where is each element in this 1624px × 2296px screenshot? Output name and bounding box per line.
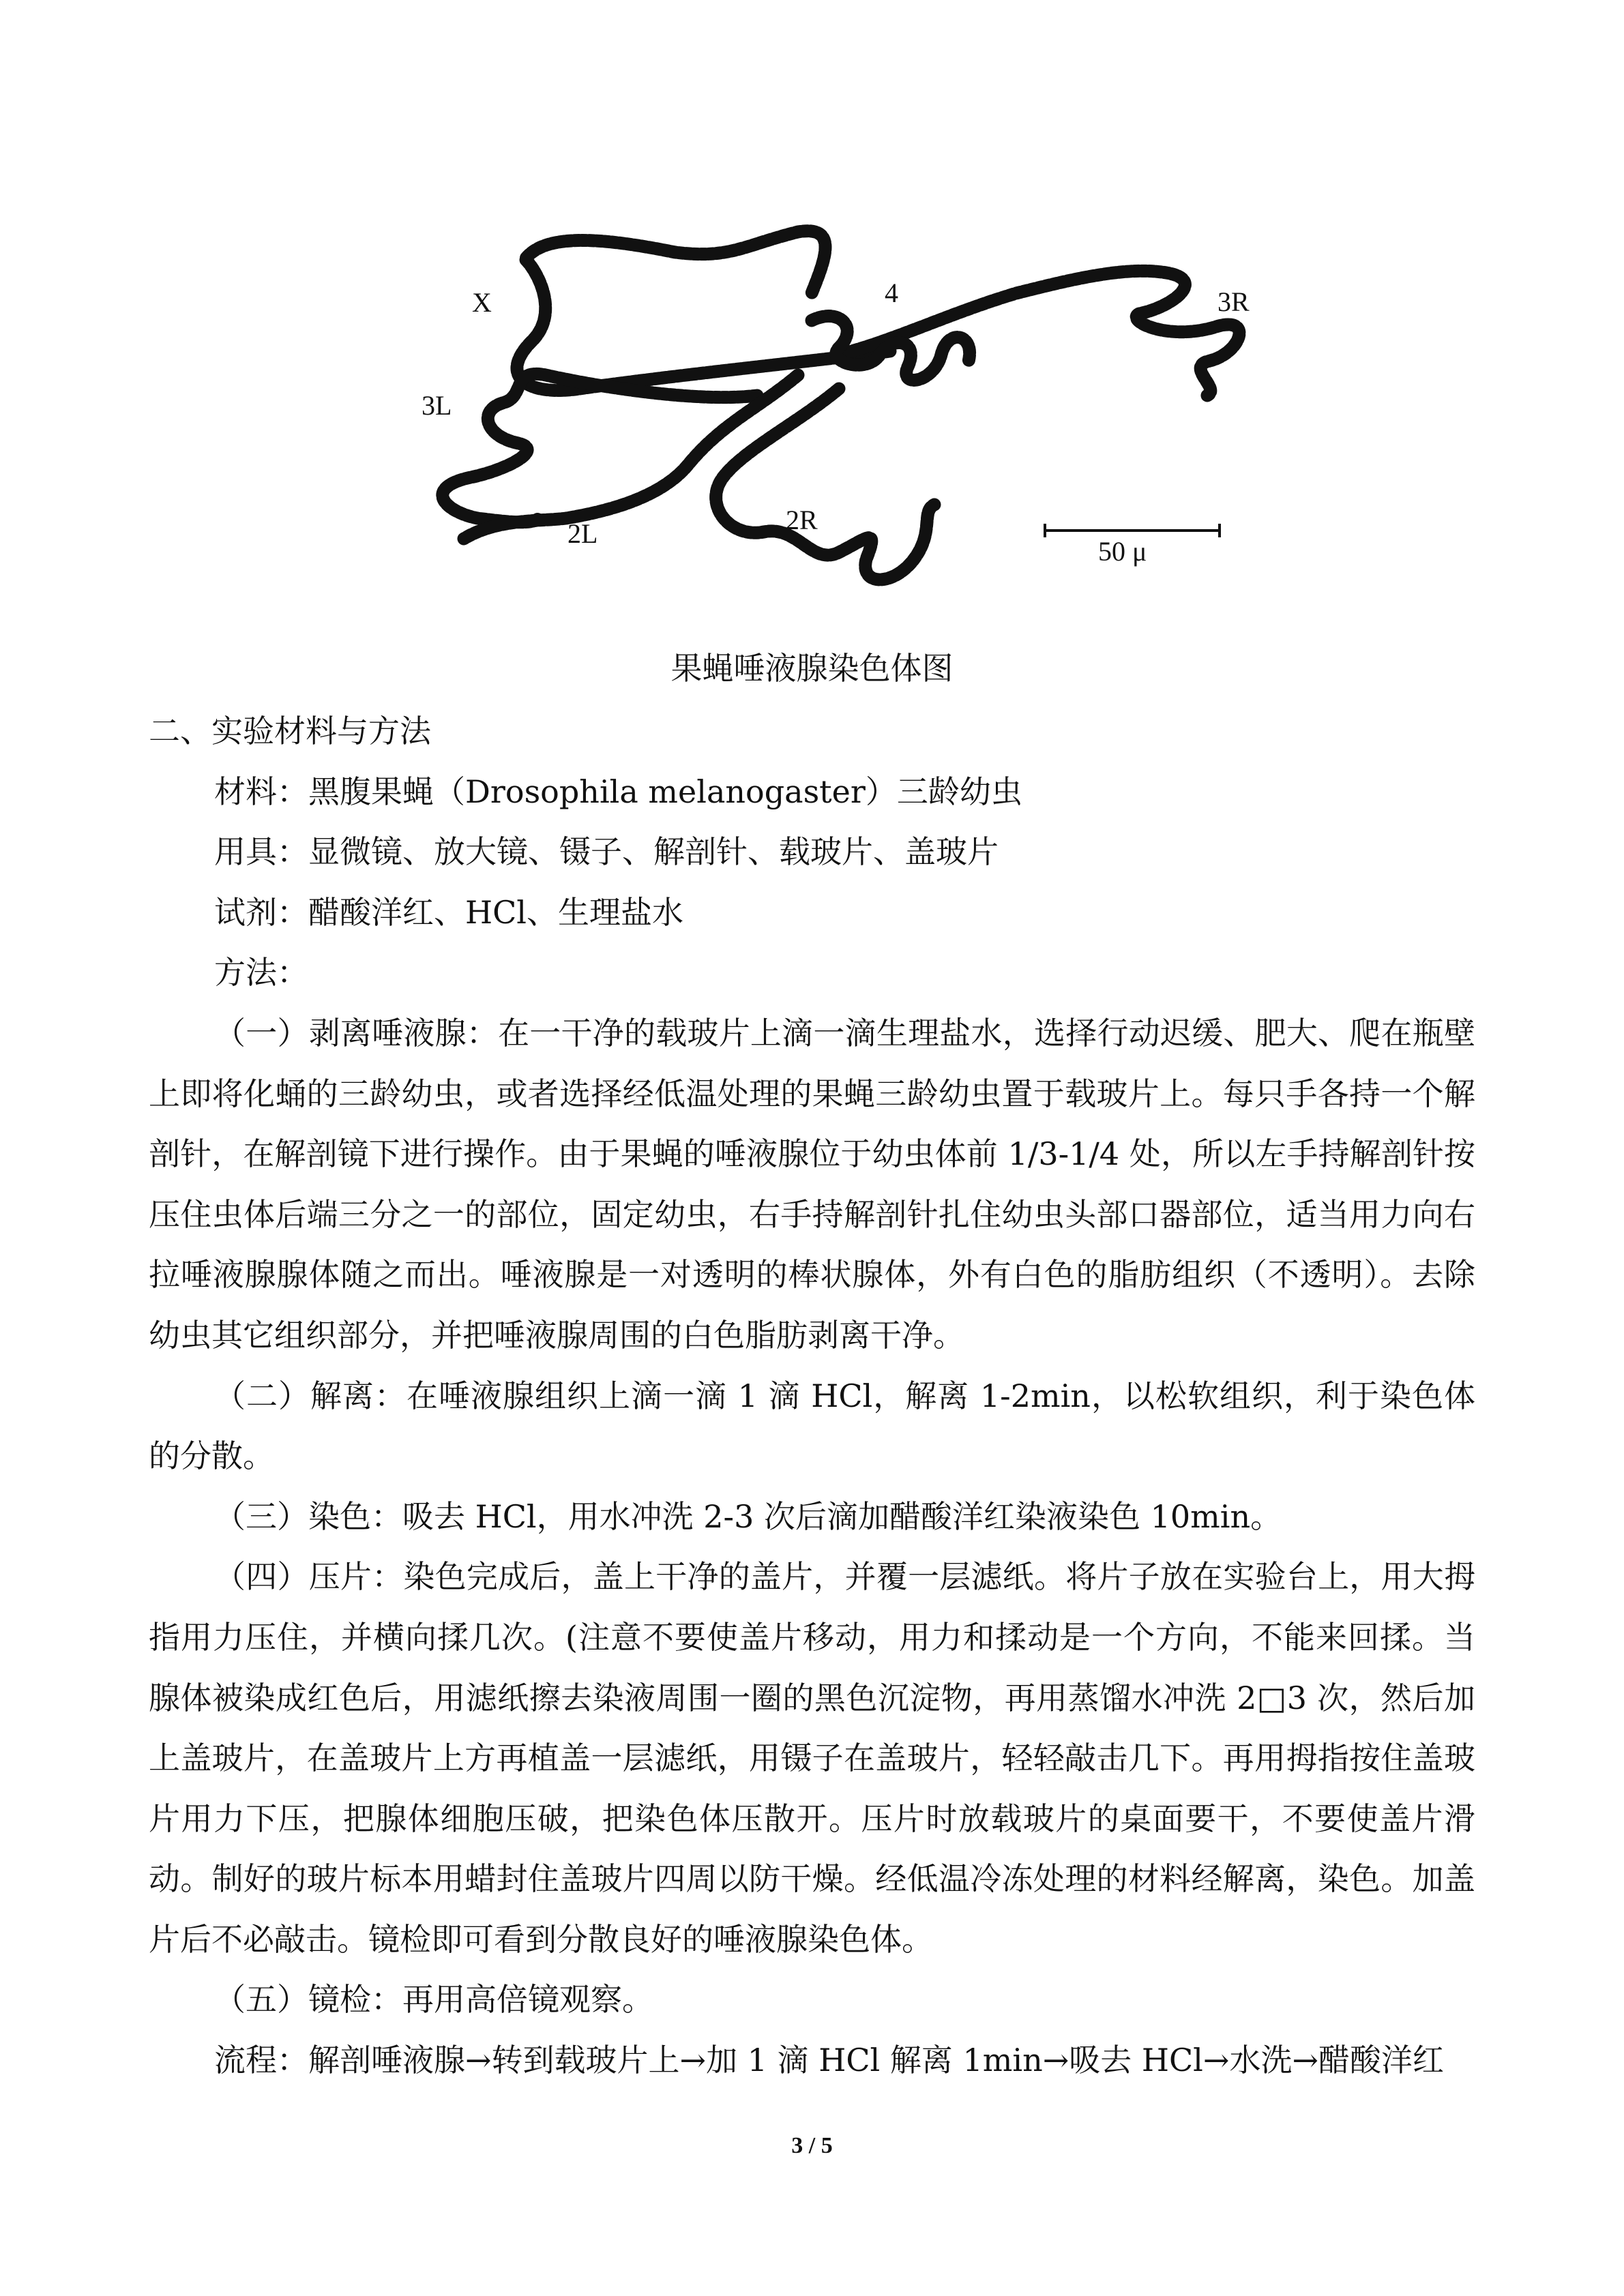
chromosome-arm-3r bbox=[839, 271, 1239, 396]
step-1-paragraph: （一）剥离唾液腺：在一干净的载玻片上滴一滴生理盐水，选择行动迟缓、肥大、爬在瓶壁上即将化蛹的三龄幼虫，或者选择经低温处理的果蝇三龄幼虫置于载玻片上。每只手各持一个解剖针，在解剖镜下进行操作。由于果蝇的唾液腺位于幼虫体前 1/3-1/4 处，所以左手持解剖针按压住虫体后端三分之一的部位，固定幼虫，右手持解剖针扎住幼虫头部口器部位，适当用力向右拉唾液腺腺体随之而出。唾液腺是一对透明的棒状腺体，外有白色的脂肪组织（不透明）。去除幼虫其它组织部分，并把唾液腺周围的白色脂肪剥离干净。 bbox=[149, 1014, 1475, 1354]
flow-line: 流程：解剖唾液腺→转到载玻片上→加 1 滴 HCl 解离 1min→吸去 HCl→水洗→醋酸洋红 bbox=[214, 2042, 1444, 2079]
chromosome-drawing bbox=[321, 218, 1310, 600]
scale-label: 50 μ bbox=[1098, 536, 1147, 567]
label-3r: 3R bbox=[1217, 286, 1250, 317]
label-3l: 3L bbox=[422, 390, 452, 421]
tools-line: 用具：显微镜、放大镜、镊子、解剖针、载玻片、盖玻片 bbox=[214, 833, 999, 871]
document-body bbox=[149, 701, 1475, 2091]
section-heading: 二、实验材料与方法 bbox=[149, 713, 431, 749]
step-5-paragraph: （五）镜检：再用高倍镜观察。 bbox=[214, 1981, 653, 2018]
label-2r: 2R bbox=[786, 505, 818, 535]
label-2l: 2L bbox=[567, 518, 598, 549]
figure-caption: 果蝇唾液腺染色体图 bbox=[670, 650, 954, 687]
step-4-paragraph: （四）压片：染色完成后，盖上干净的盖片，并覆一层滤纸。将片子放在实验台上，用大拇指用力压住，并横向揉几次。(注意不要使盖片移动，用力和揉动是一个方向，不能来回揉。当腺体被染成红色后，用滤纸擦去染液周围一圈的黑色沉淀物，再用蒸馏水冲洗 2□3 次，然后加上盖玻片，在盖玻片上方再植盖一层滤纸，用镊子在盖玻片，轻轻敲击几下。再用拇指按住盖玻片用力下压，把腺体细胞压破，把染色体压散开。压片时放载玻片的桌面要干，不要使盖片滑动。制好的玻片标本用蜡封住盖玻片四周以防干燥。经低温冷冻处理的材料经解离，染色。加盖片后不必敲击。镜检即可看到分散良好的唾液腺染色体。 bbox=[149, 1558, 1475, 1958]
label-x: X bbox=[472, 287, 492, 318]
chromosome-figure bbox=[321, 218, 1310, 600]
page-number: 3 / 5 bbox=[791, 2133, 833, 2158]
label-4: 4 bbox=[885, 278, 898, 308]
method-label: 方法： bbox=[214, 954, 308, 992]
step-2-paragraph: （二）解离：在唾液腺组织上滴一滴 1 滴 HCl，解离 1-2min，以松软组织，利于染色体的分散。 bbox=[149, 1377, 1475, 1475]
chromosome-arm-4 bbox=[812, 316, 970, 381]
reagents-line: 试剂：醋酸洋红、HCl、生理盐水 bbox=[214, 893, 684, 931]
materials-line: 材料：黑腹果蝇（Drosophila melanogaster）三龄幼虫 bbox=[214, 773, 1022, 810]
step-3-paragraph: （三）染色：吸去 HCl，用水冲洗 2-3 次后滴加醋酸洋红染液染色 10min。 bbox=[214, 1497, 1282, 1535]
